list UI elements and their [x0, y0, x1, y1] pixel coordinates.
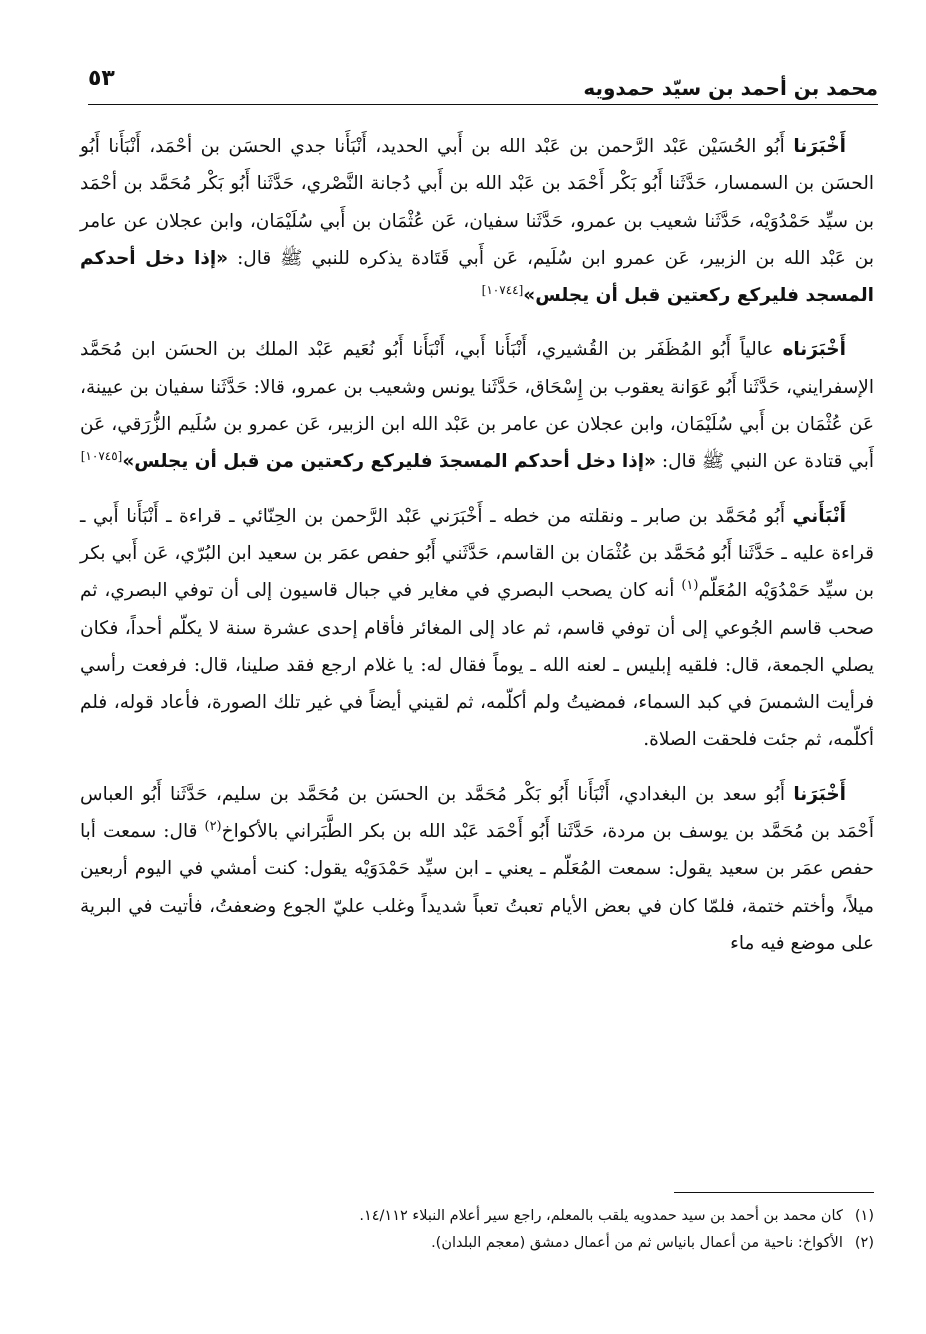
paragraph-text: أَبُو سعد بن البغدادي، أَنْبَأَنا أَبُو بَكْر مُحَمَّد بن الحسَن بن مُحَمَّد بن سليم، حَدَّثَنا أَبُو العباس أَحْمَد بن مُحَمَّد بن يوسف بن مردة، حَدَّثَنا أَبُو أَحْمَد عَبْد الله بن بكر الطَّبَراني بالأكواخ — [80, 783, 874, 843]
hadith-reference: [١٠٧٤٤] — [481, 283, 524, 298]
footnote-marker: (١) — [681, 578, 699, 594]
footnote-text: كان محمد بن أحمد بن سيد حمدويه يلقب بالمعلم، راجع سير أعلام النبلاء ١٤/١١٢. — [359, 1208, 843, 1224]
footnote-separator — [674, 1192, 874, 1193]
main-text — [80, 128, 874, 979]
paragraph-2 — [80, 331, 874, 480]
paragraph-lead: أَخْبَرَنا — [793, 136, 846, 157]
paragraph-text: أَبُو مُحَمَّد بن صابر ـ ونقلته من خطه ـ أَخْبَرَني عَبْد الرَّحمن بن الحِنّائي ـ قراءة ـ أَنْبَأَنا أَبي ـ قراءة عليه ـ حَدَّثَنا أَبُو مُحَمَّد بن عُثْمَان بن القاسم، حَدَّثَني أَبُو حفص عمَر بن سعيد ابن البُرّي، عَن أَبي بكر بن سيِّد حَمْدُوَيْه المُعَلّم — [80, 505, 874, 602]
paragraph-text: أَبُو الحُسَيْن عَبْد الرَّحمن بن عَبْد الله بن أَبي الحديد، أَنْبَأَنا جدي الحسَن بن أحْمَد، أَنْبَأَنا أَبُو الحسَن بن السمسار، حَدَّثَنا أَبُو بَكْر أَحْمَد بن عَبْد الله بن أَبي دُجانة النَّصْري، حَدَّثَنا أَبُو بَكْر مُحَمَّد بن أحْمَد بن سيِّد حَمْدُوَيْه، حَدَّثَنا شعيب بن عمرو، حَدَّثَنا سفيان، عَن عُثْمَان بن أَبي سُلَيْمَان، وابن عجلان عن عامر بن عَبْد الله بن الزبير، عَن عمرو ابن سُلَيم، عَن أَبي قَتَادة يذكره للنبي ﷺ قال: — [80, 136, 874, 269]
paragraph-tail: قال: سمعت أبا حفص عمَر بن سعيد يقول: سمعت المُعَلّم ـ يعني ـ ابن سيِّد حَمْدَوَيْه يقول: كنت أمشي في اليوم أربعين ميلاً، وأختم ختمة، فلمّا كان في بعض الأيام تعبتُ تعباً شديداً وغلب عليّ الجوع وضعفتُ، فأتيت في البرية على موضع فيه ماء — [80, 821, 874, 954]
footnotes — [80, 1203, 874, 1257]
footnote-text: الأكواخ: ناحية من أعمال بانياس ثم من أعمال دمشق (معجم البلدان). — [431, 1235, 843, 1251]
running-head: محمد بن أحمد بن سيّد حمدويه — [583, 76, 878, 100]
footnote-number: (٢) — [854, 1235, 874, 1251]
footnote-1 — [80, 1203, 874, 1230]
paragraph-4 — [80, 776, 874, 962]
footnote-number: (١) — [854, 1208, 874, 1224]
paragraph-lead: أَنْبَأَني — [792, 505, 846, 527]
hadith-quote: «إذا دخل أحدكم المسجد فليركع ركعتين قبل أن يجلس» — [80, 247, 874, 307]
footnote-2 — [80, 1230, 874, 1257]
paragraph-1 — [80, 128, 874, 314]
paragraph-text: عالياً أَبُو المُظَفَر بن القُشيري، أَنْبَأَنا أَبي، أَنْبَأَنا أَبُو نُعَيم عَبْد الملك بن الحسَن ابن مُحَمَّد الإسفرايني، حَدَّثَنا أَبُو عَوَانة يعقوب بن إِسْحَاق، حَدَّثَنا يونس وشعيب بن عمرو، قالا: حَدَّثَنا سفيان بن عيينة، عَن عُثْمَان بن أَبي سُلَيْمَان، وابن عجلان عن عامر بن عَبْد الله ابن الزبير، عَن عمرو بن سُلَيم الزُّرَقي، عَن أَبي قتادة عن النبي ﷺ قال: — [80, 339, 874, 473]
paragraph-lead: أَخْبَرَناه — [782, 339, 846, 361]
paragraph-tail: أنه كان يصحب البصري في مغاير في جبال قاسيون إلى أن توفي البصري، ثم صحب قاسم الجُوعي إلى أن توفي قاسم، ثم عاد إلى المغائر فأقام إحدى عشرة سنة لا يكلّم أحداً، فكان يصلي الجمعة، قال: فلقيه إبليس ـ لعنه الله ـ يوماً فقال له: يا غلام ارجع فقد صلينا، قال: فرفعت رأسي فرأيت الشمسَ في كبد السماء، فمضيتُ ولم أكلّمه، ثم لقيني أيضاً في غير تلك الصورة، فأعاد قوله، فلم أكلّمه، ثم جئت فلحقت الصلاة. — [80, 580, 874, 751]
hadith-quote: «إذا دخل أحدكم المسجدَ فليركع ركعتين من قبل أن يجلس» — [122, 451, 657, 473]
page-number: ٥٣ — [88, 66, 115, 91]
footnote-marker: (٢) — [204, 818, 222, 834]
hadith-reference: [١٠٧٤٥] — [80, 449, 123, 464]
page-header — [88, 54, 878, 105]
paragraph-3 — [80, 498, 874, 759]
paragraph-lead: أَخْبَرَنا — [793, 783, 846, 805]
